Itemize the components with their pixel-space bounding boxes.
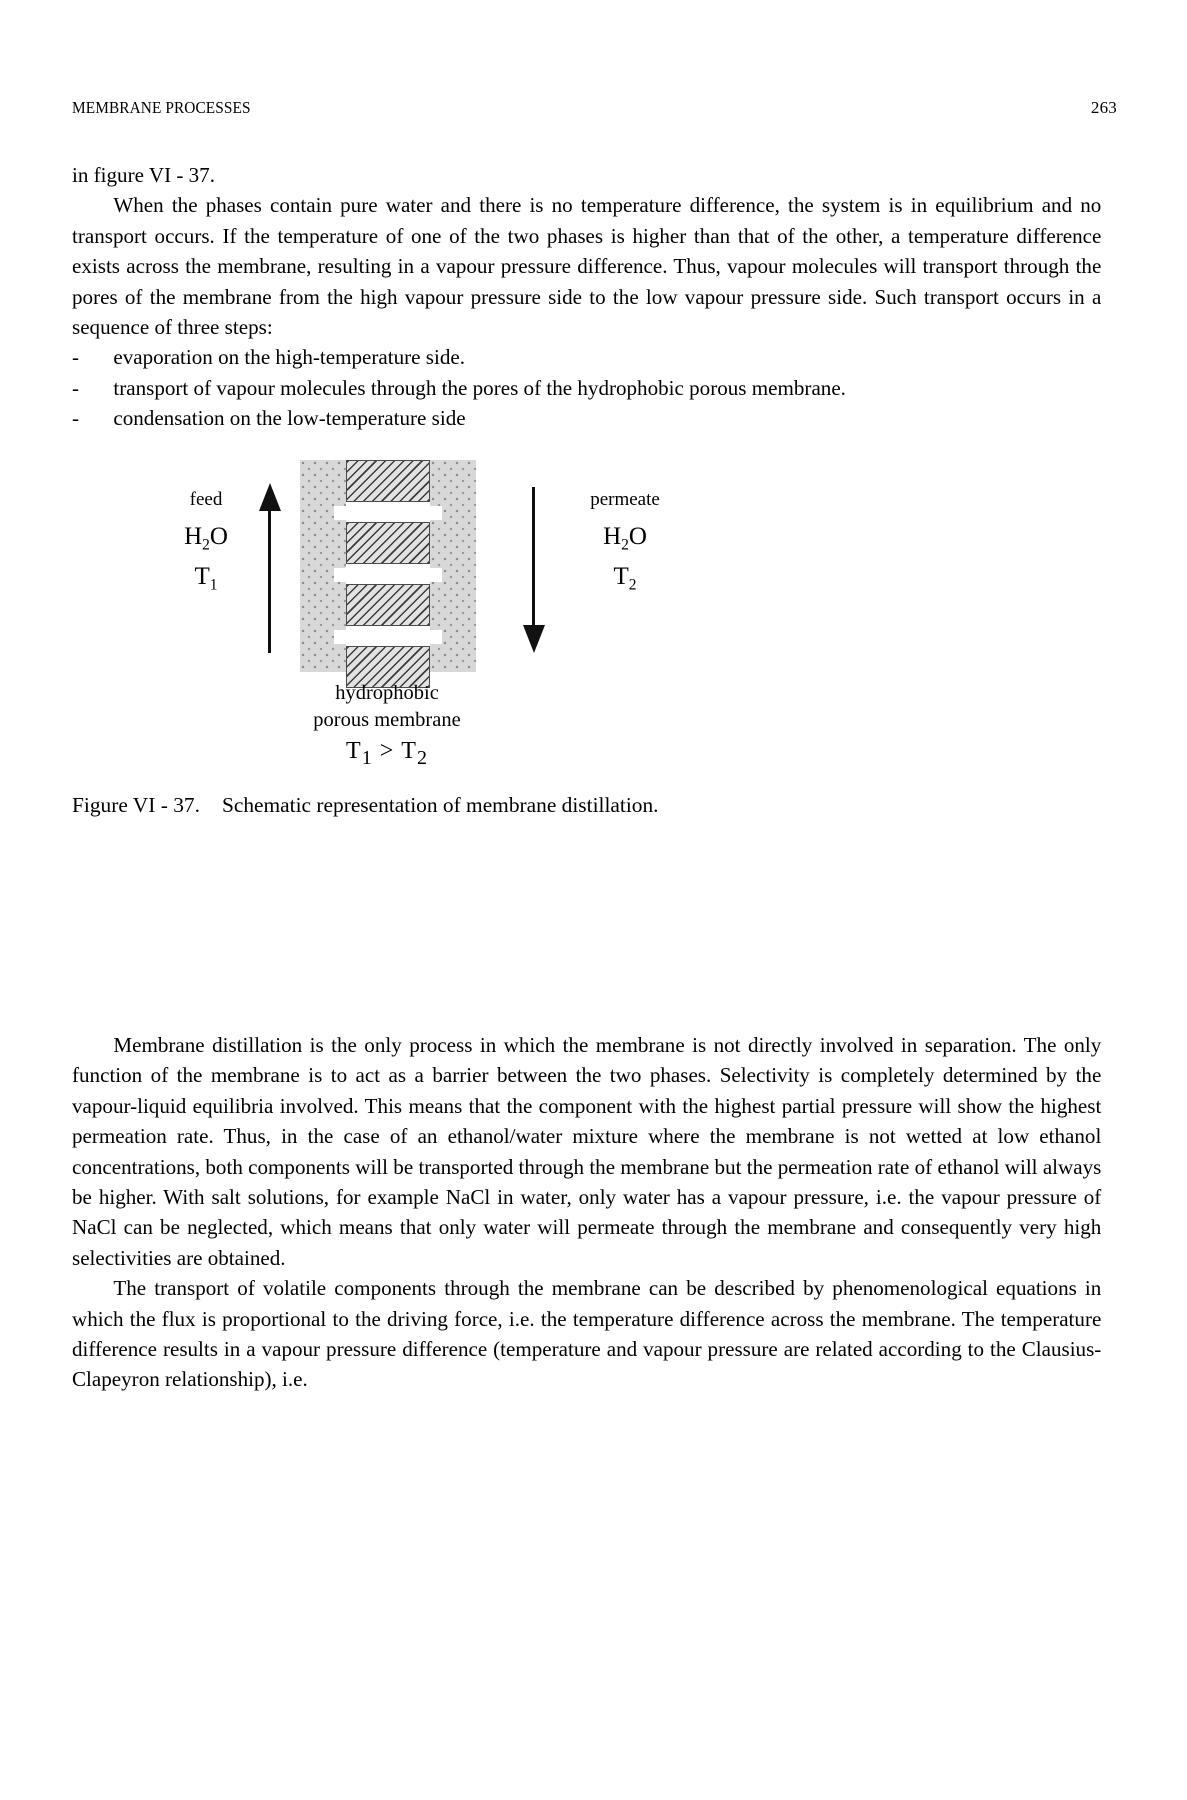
running-head-title: MEMBRANE PROCESSES bbox=[72, 98, 251, 117]
feed-species-label: $H_2O$ bbox=[184, 523, 228, 554]
permeate-temperature-label: $T_2$ bbox=[613, 563, 637, 594]
feed-temperature-label: $T_1$ bbox=[194, 563, 218, 594]
feed-label: feed bbox=[189, 489, 223, 510]
step-label: transport of vapour molecules through the pores of the hydrophobic porous membrane. bbox=[113, 375, 846, 400]
membrane-pore-channel bbox=[334, 506, 442, 520]
membrane-cross-section bbox=[300, 460, 476, 672]
membrane-annotation-line-2: porous membrane bbox=[313, 709, 461, 731]
temperature-relation: $T_1 > T_2$ bbox=[346, 738, 428, 769]
step-list-item bbox=[72, 403, 1101, 433]
running-head bbox=[72, 98, 1117, 118]
permeate-species-label: $H_2O$ bbox=[603, 523, 647, 554]
membrane-annotation-line-1: hydrophobic bbox=[335, 682, 439, 704]
figure-caption-number: Figure VI - 37. bbox=[72, 793, 200, 817]
figure-caption-text: Schematic representation of membrane distillation. bbox=[221, 793, 659, 817]
paragraph-intro: When the phases contain pure water and there is no temperature difference, the system is in equilibrium and no transport occurs. If the temperature of one of the two phases is higher than that of the other, a temperature difference exists across the membrane, resulting in a vapour pressure difference. Thus, vapour molecules will transport through the pores of the membrane from the high vapour pressure side to the low vapour pressure side. Such transport occurs in a sequence of three steps: bbox=[72, 193, 1102, 340]
step-dash-icon: - bbox=[72, 375, 80, 400]
membrane-material-slab bbox=[346, 584, 430, 626]
figure-vi-37 bbox=[72, 455, 1117, 865]
membrane-pore-channel bbox=[334, 568, 442, 582]
membrane-annotation bbox=[262, 680, 512, 772]
paragraph-block-2 bbox=[72, 1030, 1101, 1395]
page-number: 263 bbox=[1090, 98, 1117, 117]
step-label: condensation on the low-temperature side bbox=[113, 406, 466, 431]
step-label: evaporation on the high-temperature side. bbox=[113, 345, 465, 370]
step-dash-icon: - bbox=[72, 345, 80, 370]
feed-side-label-group bbox=[158, 487, 254, 601]
membrane-material-slab bbox=[346, 522, 430, 564]
paragraph-block-1 bbox=[72, 160, 1101, 434]
step-dash-icon: - bbox=[72, 406, 80, 431]
membrane-material-slab bbox=[346, 460, 430, 502]
permeate-arrow-shaft bbox=[532, 487, 535, 635]
membrane-pore-channel bbox=[334, 630, 442, 644]
paragraph-transport: The transport of volatile components through the membrane can be described by phenomenological equations in which the flux is proportional to the driving force, i.e. the temperature difference across the membrane. The temperature difference results in a vapour pressure difference (temperature and vapour pressure are related according to the Clausius-Clapeyron relationship), i.e. bbox=[72, 1276, 1102, 1392]
paragraph-membrane-distillation: Membrane distillation is the only process in which the membrane is not directly involved in separation. The only function of the membrane is to act as a barrier between the two phases. Selectivity is completely determined by the vapour-liquid equilibria involved. This means that the component with the highest partial pressure will show the highest permeation rate. Thus, in the case of an ethanol/water mixture where the membrane is not wetted at low ethanol concentrations, both components will be transported through the membrane but the permeation rate of ethanol will always be higher. With salt solutions, for example NaCl in water, only water has a vapour pressure, i.e. the vapour pressure of NaCl can be neglected, which means that only water will permeate through the membrane and consequently very high selectivities are obtained. bbox=[72, 1033, 1102, 1270]
step-list-item bbox=[72, 342, 1101, 372]
permeate-arrow-down-icon bbox=[523, 625, 545, 653]
permeate-label: permeate bbox=[590, 489, 660, 510]
permeate-side-label-group bbox=[550, 487, 700, 601]
step-list-item bbox=[72, 373, 1101, 403]
figure-caption bbox=[72, 793, 1117, 818]
feed-arrow-shaft bbox=[268, 505, 271, 653]
paragraph-line-continuation: in figure VI - 37. bbox=[72, 163, 215, 187]
